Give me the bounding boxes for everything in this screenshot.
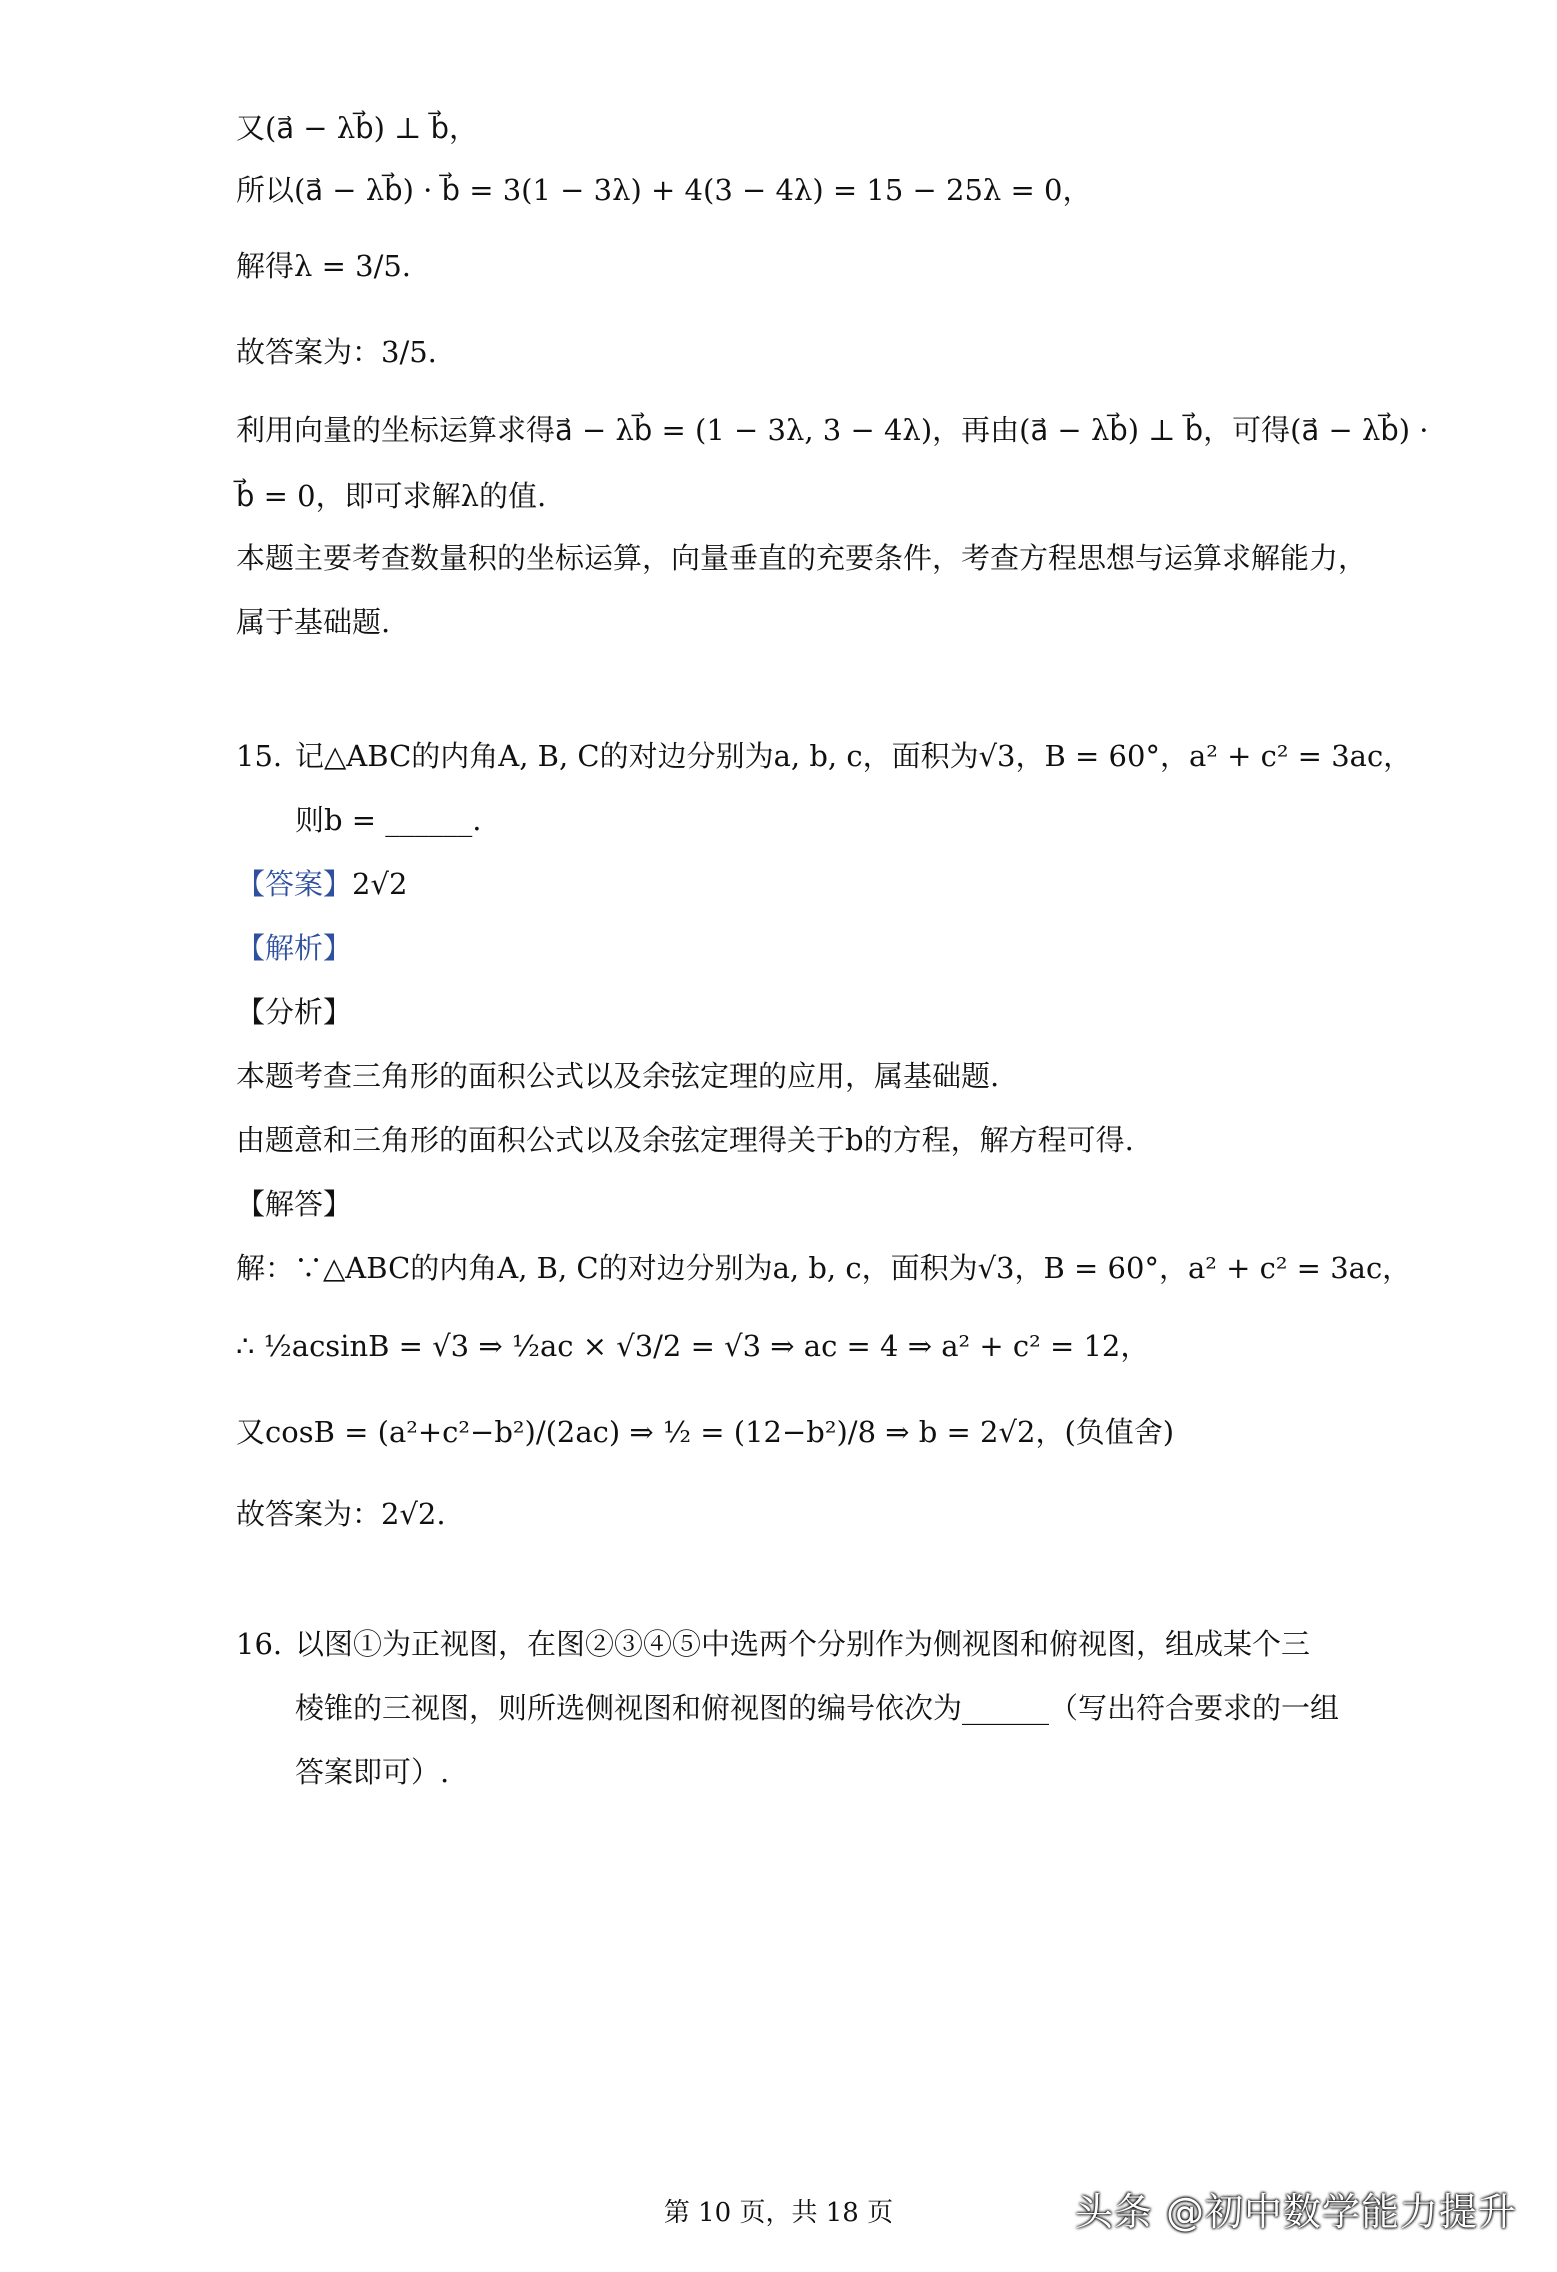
question-text: 记△ABC的内角A, B, C的对边分别为a, b, c，面积为√3，B = 60°，a² + c² = 3ac， <box>295 739 1413 773</box>
question-16-line: 答案即可）. <box>295 1755 450 1789</box>
question-text: 以图①为正视图，在图②③④⑤中选两个分别作为侧视图和俯视图，组成某个三 <box>295 1627 1311 1661</box>
comment-line: 本题主要考查数量积的坐标运算，向量垂直的充要条件，考查方程思想与运算求解能力， <box>236 541 1368 575</box>
question-16-line: 棱锥的三视图，则所选侧视图和俯视图的编号依次为______（写出符合要求的一组 <box>295 1691 1340 1725</box>
answer-line: 故答案为：3/5. <box>236 335 437 369</box>
answer-row <box>236 864 407 904</box>
jieda-answer: 故答案为：2√2. <box>236 1497 446 1531</box>
answer-value: 2√2 <box>352 867 408 901</box>
comment-line: 属于基础题. <box>236 605 391 639</box>
jieda-line: 解：∵△ABC的内角A, B, C的对边分别为a, b, c，面积为√3，B = 60°，a² + c² = 3ac， <box>236 1251 1412 1285</box>
solution-line: 又(a⃗ − λb⃗) ⊥ b⃗， <box>236 111 479 145</box>
jieda-heading: 【解答】 <box>236 1187 353 1221</box>
jieda-line: ∴ ½acsinB = √3 ⇒ ½ac × √3/2 = √3 ⇒ ac = 4 ⇒ a² + c² = 12， <box>236 1329 1150 1363</box>
fenxi-line: 本题考查三角形的面积公式以及余弦定理的应用，属基础题. <box>236 1059 1000 1093</box>
fenxi-line: 由题意和三角形的面积公式以及余弦定理得关于b的方程，解方程可得. <box>236 1123 1134 1157</box>
watermark: 头条 @初中数学能力提升 <box>1074 2190 1517 2234</box>
question-number: 16. <box>236 1627 283 1661</box>
question-number: 15. <box>236 739 283 773</box>
explanation-line: b⃗ = 0，即可求解λ的值. <box>236 479 547 513</box>
question-15-blank: 则b = ______. <box>295 803 482 837</box>
solution-line: 解得λ = 3/5. <box>236 249 412 283</box>
page-footer: 第 10 页，共 18 页 <box>663 2198 894 2228</box>
analysis-heading: 【解析】 <box>236 931 353 965</box>
solution-line: 所以(a⃗ − λb⃗) · b⃗ = 3(1 − 3λ) + 4(3 − 4λ) = 15 − 25λ = 0， <box>236 173 1092 207</box>
jieda-line: 又cosB = (a²+c²−b²)/(2ac) ⇒ ½ = (12−b²)/8 ⇒ b = 2√2，(负值舍) <box>236 1415 1175 1449</box>
question-16 <box>236 1624 1311 1664</box>
question-15 <box>236 736 1413 776</box>
answer-label: 【答案】 <box>236 867 353 901</box>
fenxi-heading: 【分析】 <box>236 995 353 1029</box>
explanation-line: 利用向量的坐标运算求得a⃗ − λb⃗ = (1 − 3λ, 3 − 4λ)，再由(a⃗ − λb⃗) ⊥ b⃗，可得(a⃗ − λb⃗) · <box>236 413 1429 447</box>
